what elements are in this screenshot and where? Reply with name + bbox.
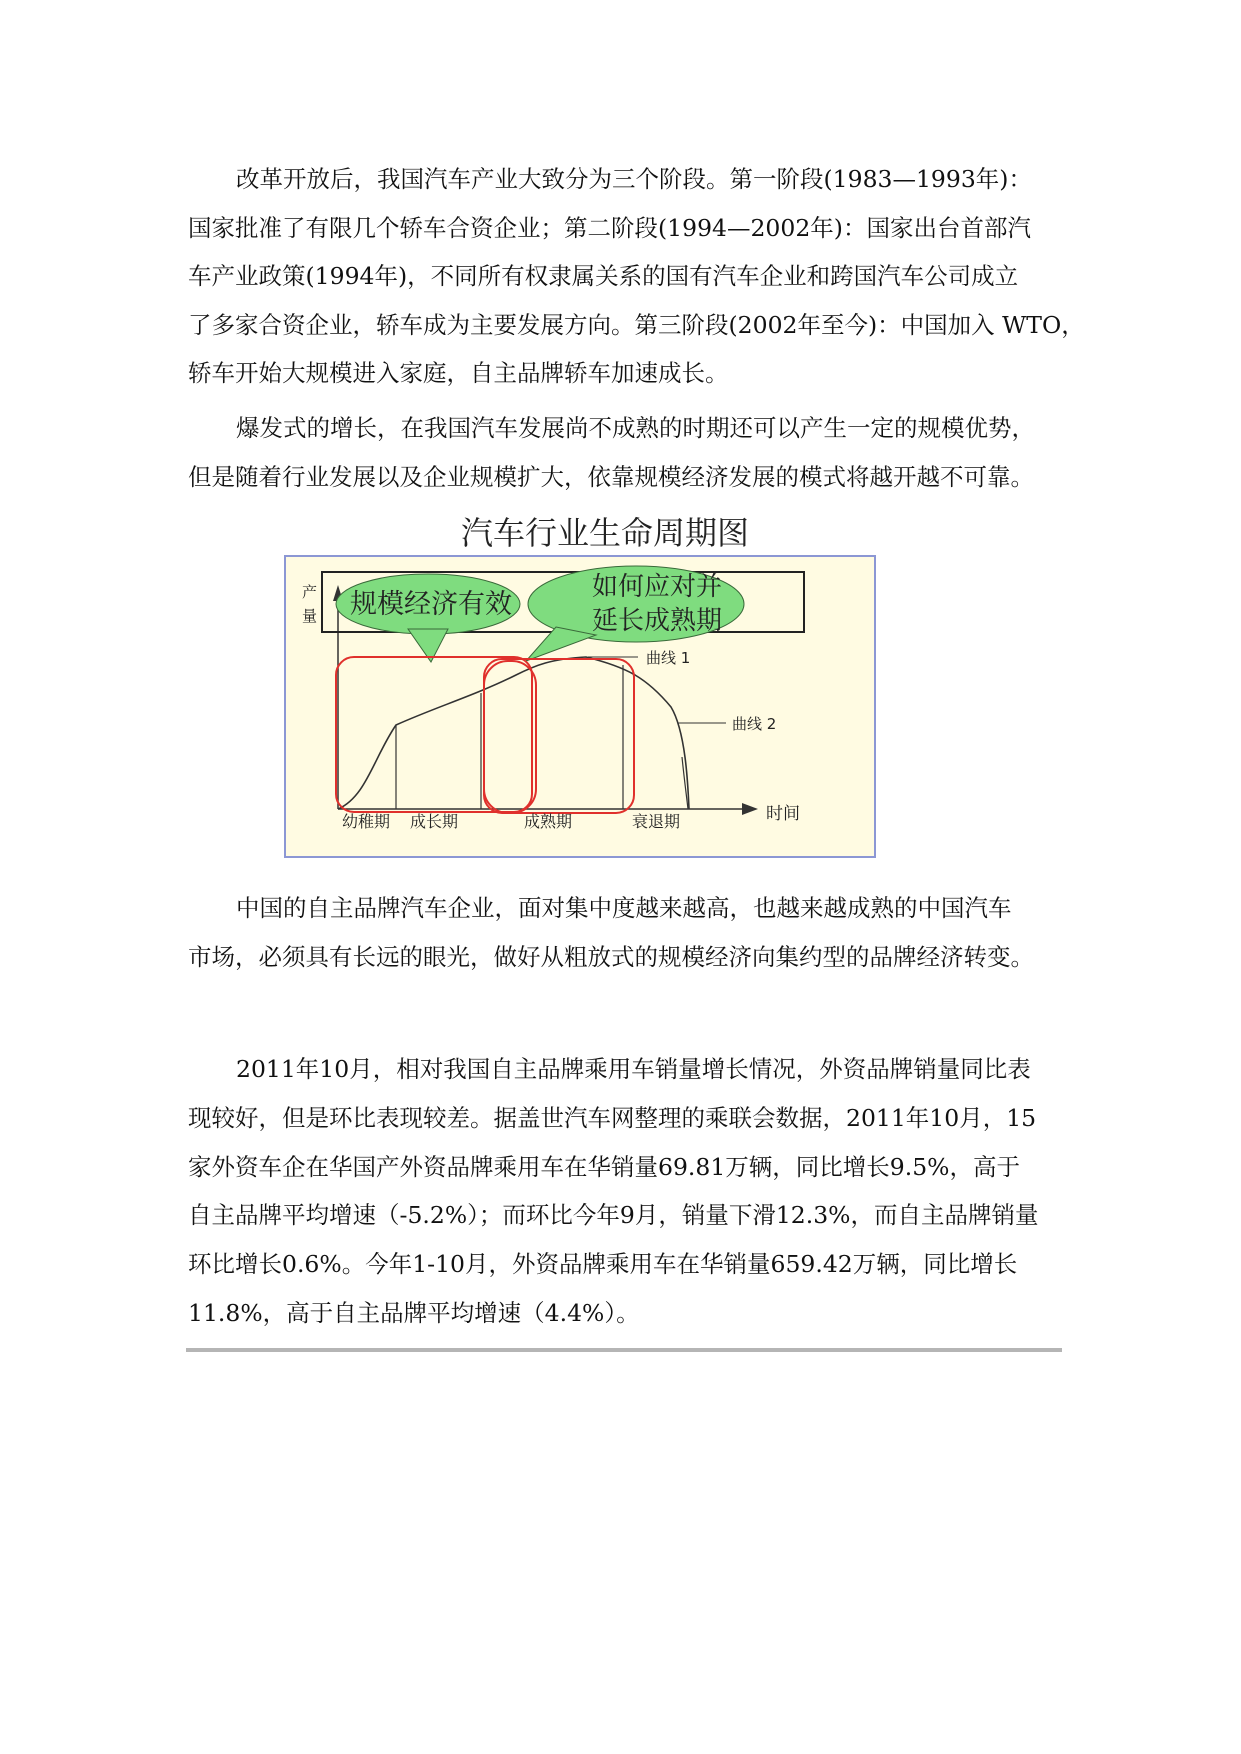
text-line: 轿车开始大规模进入家庭，自主品牌轿车加速成长。: [188, 359, 729, 388]
stage-box-early: [336, 657, 532, 812]
callout-right: [526, 566, 744, 661]
stage-label-decline: 衰退期: [632, 812, 681, 831]
text-line: 国家批准了有限几个轿车合资企业；第二阶段(1994—2002年)：国家出台首部汽: [188, 213, 1031, 242]
callout-left-text: 规模经济有效: [350, 589, 512, 620]
text-line: 中国的自主品牌汽车企业，面对集中度越来越高，也越来越成熟的中国汽车: [236, 894, 1012, 922]
text-line: 自主品牌平均增速（-5.2%）；而环比今年9月，销量下滑12.3%，而自主品牌销量: [188, 1201, 1039, 1230]
stage-box-overlap: [484, 661, 536, 813]
curve-2-label: 曲线 2: [732, 715, 777, 733]
text-line: 爆发式的增长，在我国汽车发展尚不成熟的时期还可以产生一定的规模优势，: [236, 414, 1035, 442]
paragraph-brand: [188, 884, 1058, 981]
figure-title: 汽车行业生命周期图: [460, 514, 749, 552]
callout-left: [336, 574, 520, 662]
x-axis-arrow: [742, 803, 758, 815]
paragraph-stages: [188, 155, 1085, 398]
text-line: 车产业政策(1994年)，不同所有权隶属关系的国有汽车企业和跨国汽车公司成立: [188, 262, 1019, 291]
y-axis-label-2: 量: [302, 607, 318, 625]
lifecycle-svg: [286, 557, 874, 856]
paragraph-sales: [188, 1045, 1058, 1338]
text-line: 2011年10月，相对我国自主品牌乘用车销量增长情况，外资品牌销量同比表: [236, 1055, 1031, 1083]
text-line: 家外资车企在华国产外资品牌乘用车在华销量69.81万辆，同比增长9.5%，高于: [188, 1152, 1020, 1181]
text-line: 了多家合资企业，轿车成为主要发展方向。第三阶段(2002年至今)：中国加入 WTO，: [188, 310, 1085, 339]
lifecycle-diagram: [284, 555, 876, 858]
horizontal-rule: [186, 1348, 1062, 1352]
curve-1-label: 曲线 1: [646, 649, 691, 667]
callout-right-line2: 延长成熟期: [592, 606, 723, 636]
text-line: 现较好，但是环比表现较差。据盖世汽车网整理的乘联会数据，2011年10月，15: [188, 1103, 1037, 1132]
text-line: 但是随着行业发展以及企业规模扩大，依靠规模经济发展的模式将越开越不可靠。: [188, 462, 1034, 491]
curve-1: [338, 657, 689, 809]
text-line: 11.8%，高于自主品牌平均增速（4.4%）。: [188, 1298, 640, 1327]
text-line: 环比增长0.6%。今年1-10月，外资品牌乘用车在华销量659.42万辆，同比增长: [188, 1250, 1018, 1279]
stage-label-infant: 幼稚期: [342, 812, 391, 831]
text-line: 改革开放后，我国汽车产业大致分为三个阶段。第一阶段(1983—1993年)：: [236, 165, 1032, 193]
stage-box-mature: [484, 659, 634, 813]
paragraph-growth: [188, 404, 1058, 501]
y-axis-label-1: 产: [302, 583, 318, 601]
stage-label-growth: 成长期: [410, 812, 459, 831]
text-line: 市场，必须具有长远的眼光，做好从粗放式的规模经济向集约型的品牌经济转变。: [188, 942, 1034, 971]
callout-right-line1: 如何应对并: [592, 572, 723, 602]
x-axis-label: 时间: [766, 804, 800, 824]
stage-label-mature: 成熟期: [524, 812, 573, 831]
